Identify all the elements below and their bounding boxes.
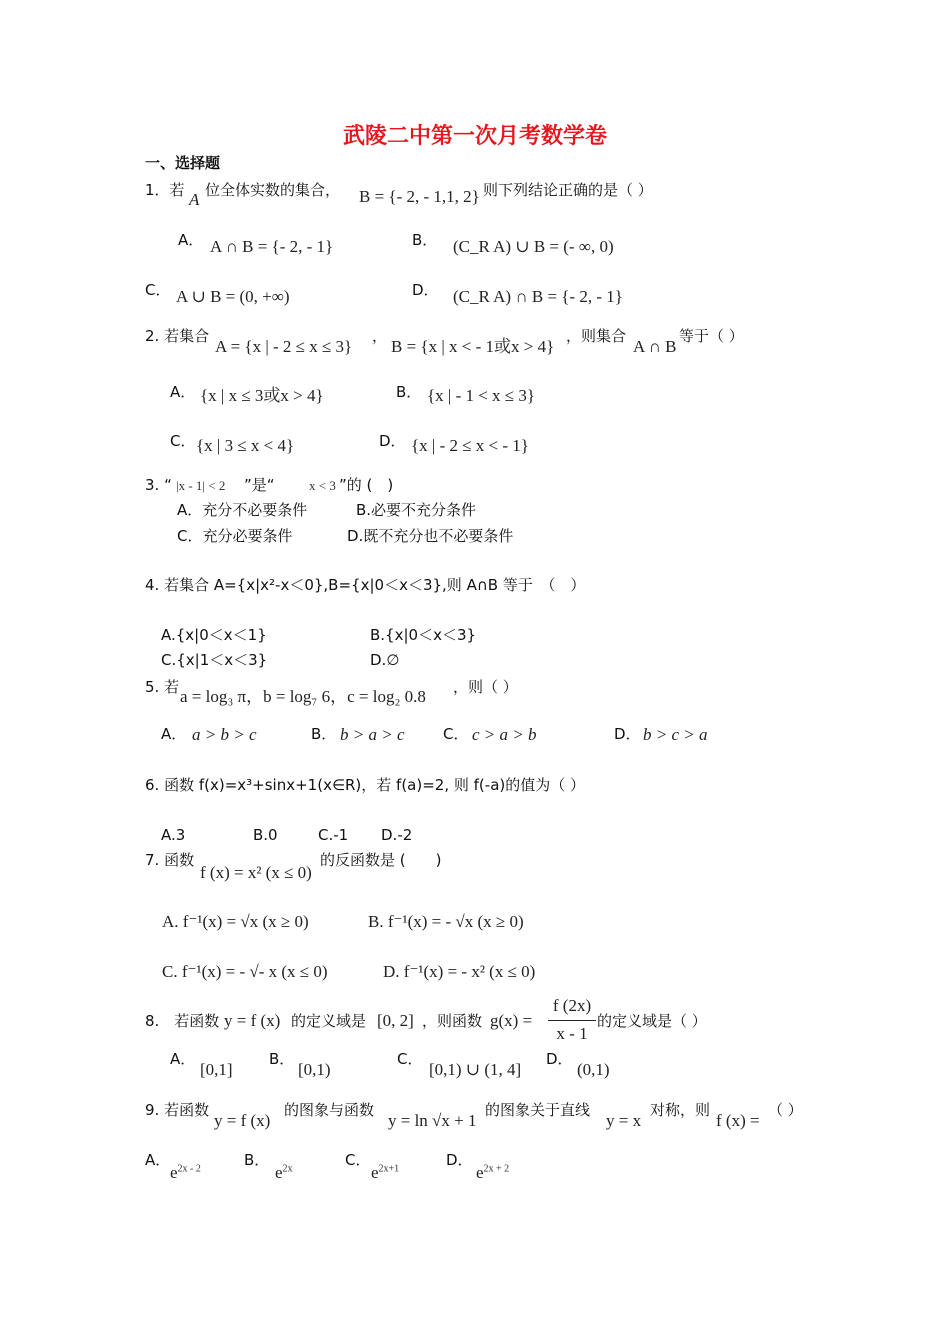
q4-stem: 4. 若集合 A={x|x²-x＜0},B={x|0＜x＜3},则 A∩B 等于 （ ） xyxy=(145,576,586,594)
q5-prefix: 5. 若 xyxy=(145,678,180,696)
q2-option-b: {x | - 1 < x ≤ 3} xyxy=(427,386,536,405)
q5-option-a: a > b > c xyxy=(192,725,257,744)
q5-option-d-label: D． xyxy=(614,725,641,743)
q5-option-a-label: A． xyxy=(161,725,187,743)
q5-option-c: c > a > b xyxy=(472,725,537,744)
q9-log-function: y = ln √x + 1 xyxy=(388,1111,477,1130)
q2-stem: ，则集合 xyxy=(566,327,627,345)
q9-option-d-label: D． xyxy=(446,1151,473,1169)
q5-option-b: b > a > c xyxy=(340,725,405,744)
q8-g-function: g(x) = xyxy=(490,1011,533,1030)
q8-stem-2: ，则函数 xyxy=(422,1012,483,1030)
q9-target: f (x) = xyxy=(716,1111,760,1130)
q8-option-b: [0,1) xyxy=(298,1060,331,1079)
q8-option-a-label: A． xyxy=(170,1050,196,1068)
q9-option-c: $e^{2x+1}$ xyxy=(371,1163,400,1182)
q9-stem-3: 对称，则 xyxy=(650,1101,711,1119)
q8-option-a: [0,1] xyxy=(200,1060,233,1079)
q6-stem: 6. 函数 f(x)=x³+sinx+1(x∈R)，若 f(a)=2, 则 f(-a)的值为（ ） xyxy=(145,776,586,794)
q2-intersection: A ∩ B xyxy=(633,337,677,356)
q9-question: （ ） xyxy=(768,1101,803,1119)
q6-option-b: B.0 xyxy=(253,826,278,844)
q4-option-c: C.{x|1＜x＜3} xyxy=(161,651,268,669)
q2-prefix: 2. 若集合 xyxy=(145,327,210,345)
q7-option-c: C. f⁻¹(x) = - √- x (x ≤ 0) xyxy=(162,962,328,981)
q8-option-c-label: C． xyxy=(397,1050,423,1068)
q1-option-a-label: A． xyxy=(178,231,204,249)
q1-stem: 位全体实数的集合， xyxy=(205,181,341,199)
q9-function: y = f (x) xyxy=(214,1111,271,1130)
q8-function: y = f (x) xyxy=(224,1011,281,1030)
q1-option-c: A ∪ B = (0, +∞) xyxy=(176,287,290,306)
q8-domain: [0, 2] xyxy=(377,1011,414,1030)
q7-option-d: D. f⁻¹(x) = - x² (x ≤ 0) xyxy=(383,962,536,981)
q8-question: 的定义域是（ ） xyxy=(597,1012,707,1030)
q5-option-d: b > c > a xyxy=(643,725,708,744)
q3-condition-2: x < 3 xyxy=(309,478,336,493)
q8-option-d: (0,1) xyxy=(577,1060,610,1079)
q2-question: 等于（ ） xyxy=(679,327,744,345)
q9-option-a-label: A． xyxy=(145,1151,171,1169)
q6-option-c: C.-1 xyxy=(318,826,349,844)
section-heading: 一、选择题 xyxy=(145,154,221,172)
q1-option-b: (C_R A) ∪ B = (- ∞, 0) xyxy=(453,237,614,256)
q3-option-d: D.既不充分也不必要条件 xyxy=(347,527,514,545)
q1-set-a: A xyxy=(189,190,200,209)
q3-option-c: C．充分必要条件 xyxy=(177,527,293,545)
q7-prefix: 7. 函数 xyxy=(145,851,195,869)
q2-set-a: A = {x | - 2 ≤ x ≤ 3} xyxy=(215,337,353,356)
q8-denominator: x - 1 xyxy=(556,1024,588,1043)
q4-option-b: B.{x|0＜x＜3} xyxy=(370,626,477,644)
q5-option-c-label: C． xyxy=(443,725,469,743)
q2-comma: ， xyxy=(372,327,388,345)
q9-stem-2: 的图象关于直线 xyxy=(485,1101,591,1119)
q1-option-b-label: B． xyxy=(412,231,438,249)
q8-option-c: [0,1) ∪ (1, 4] xyxy=(429,1060,522,1079)
q3-prefix: 3. “ xyxy=(145,476,172,494)
q1-option-c-label: C． xyxy=(145,281,171,299)
q9-option-b-label: B． xyxy=(244,1151,270,1169)
q7-option-b: B. f⁻¹(x) = - √x (x ≥ 0) xyxy=(368,912,524,931)
q5-question: ，则（ ） xyxy=(453,678,518,696)
q9-option-c-label: C． xyxy=(345,1151,371,1169)
q3-question: ”的 ( ) xyxy=(339,476,394,494)
q5-definitions: a = log₃ π，b = log₇ 6，c = log₂ 0.8 xyxy=(180,687,426,706)
q7-question: 的反函数是 ( ) xyxy=(320,851,442,869)
q2-option-d: {x | - 2 ≤ x < - 1} xyxy=(411,436,529,455)
q1-option-a: A ∩ B = {- 2, - 1} xyxy=(210,237,334,256)
page-title: 武陵二中第一次月考数学卷 xyxy=(342,124,607,149)
q8-numerator: f (2x) xyxy=(552,996,592,1015)
q7-function: f (x) = x² (x ≤ 0) xyxy=(200,863,312,882)
q7-option-a: A. f⁻¹(x) = √x (x ≥ 0) xyxy=(162,912,309,931)
q1-prefix: 1．若 xyxy=(145,181,185,199)
q2-option-a-label: A． xyxy=(170,383,196,401)
q4-option-a: A.{x|0＜x＜1} xyxy=(161,626,267,644)
q1-set-b: B = {- 2, - 1,1, 2} xyxy=(359,187,480,206)
fraction-bar xyxy=(548,1020,596,1021)
q9-option-a: $e^{2x - 2}$ xyxy=(170,1163,201,1182)
q8-option-b-label: B． xyxy=(269,1050,295,1068)
q9-line: y = x xyxy=(606,1111,642,1130)
q9-option-b: $e^{2x}$ xyxy=(275,1163,293,1182)
q3-option-b: B.必要不充分条件 xyxy=(356,501,477,519)
q9-stem-1: 的图象与函数 xyxy=(284,1101,375,1119)
q2-option-d-label: D． xyxy=(379,432,406,450)
q8-stem-1: 的定义域是 xyxy=(291,1012,367,1030)
q6-option-d: D.-2 xyxy=(381,826,413,844)
q1-option-d-label: D． xyxy=(412,281,439,299)
q1-question: 则下列结论正确的是（ ） xyxy=(483,181,653,199)
q4-option-d: D.∅ xyxy=(370,651,400,669)
q1-option-d: (C_R A) ∩ B = {- 2, - 1} xyxy=(453,287,623,306)
q3-condition-1: |x - 1| < 2 xyxy=(176,478,226,493)
q9-option-d: $e^{2x + 2}$ xyxy=(476,1163,510,1182)
q8-prefix: 8. 若函数 xyxy=(145,1012,220,1030)
q2-option-c: {x | 3 ≤ x < 4} xyxy=(196,436,295,455)
q2-option-b-label: B． xyxy=(396,383,422,401)
q2-option-a: {x | x ≤ 3或x > 4} xyxy=(200,386,324,405)
q8-option-d-label: D． xyxy=(546,1050,573,1068)
q2-option-c-label: C． xyxy=(170,432,196,450)
q6-option-a: A.3 xyxy=(161,826,186,844)
q2-set-b: B = {x | x < - 1或x > 4} xyxy=(391,337,555,356)
q3-option-a: A．充分不必要条件 xyxy=(177,501,308,519)
q3-stem: ”是“ xyxy=(244,476,275,494)
q9-prefix: 9. 若函数 xyxy=(145,1101,210,1119)
q5-option-b-label: B． xyxy=(311,725,337,743)
